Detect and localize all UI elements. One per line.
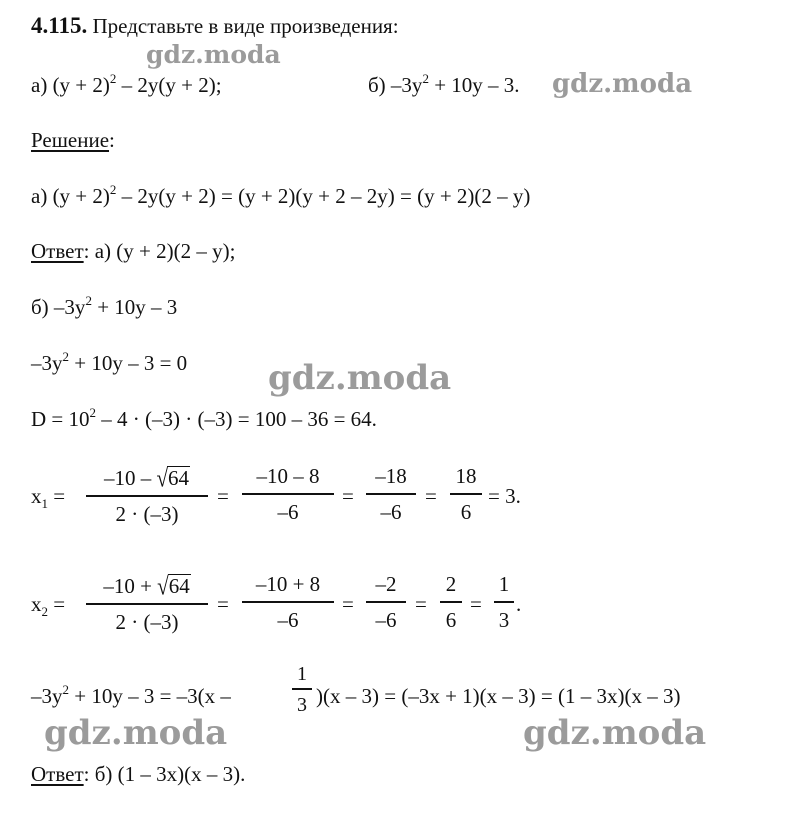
x2-fraction-3: –2 –6	[366, 574, 406, 631]
factorization-pre: $-3у^2 + 10у - 3 = -3(x$ –	[31, 682, 231, 708]
solution-b-equation: $-3у^2 + 10у - 3 = 0$	[31, 349, 188, 375]
x1-fraction-4: 18 6	[450, 466, 482, 523]
watermark: gdz.moda	[44, 713, 228, 753]
watermark: gdz.moda	[268, 358, 452, 398]
x2-period: .	[516, 592, 522, 616]
factorization-post: )(x – 3) = (–3x + 1)(x – 3) = (1 – 3x)(x – 3)	[316, 684, 681, 708]
watermark: gdz.moda	[523, 713, 707, 753]
watermark: gdz.moda	[146, 40, 281, 69]
task-b: б) $-3у^2 + 10у - 3$.	[368, 71, 520, 97]
discriminant-line: $D = 10^2 - 4 \cdot (-3) \cdot (-3) = 100 - 36 = 64$.	[31, 405, 377, 431]
problem-task: Представьте в виде произведения:	[92, 14, 399, 38]
x1-fraction-2: –10 – 8 –6	[242, 466, 334, 523]
x2-fraction-1: –10 + √64 2 · (–3)	[86, 574, 208, 633]
x1-eq-2: =	[342, 484, 354, 508]
x2-label: $x_2$ =	[31, 592, 66, 619]
x1-eq-3: =	[425, 484, 437, 508]
answer-a: Ответ: а) (у + 2)(2 – у);	[31, 239, 236, 263]
task-a: а) $(у + 2)^2 - 2у(у + 2)$;	[31, 71, 222, 97]
x1-result: = 3.	[488, 484, 521, 508]
factorization-fraction: 1 3	[292, 664, 312, 715]
x2-fraction-2: –10 + 8 –6	[242, 574, 334, 631]
answer-b: Ответ: б) (1 – 3x)(x – 3).	[31, 762, 246, 786]
x2-fraction-4: 2 6	[440, 574, 462, 631]
x2-eq-1: =	[217, 592, 229, 616]
x1-eq-1: =	[217, 484, 229, 508]
x2-eq-2: =	[342, 592, 354, 616]
x1-label: $x_1$ =	[31, 484, 66, 511]
solution-heading: Решение:	[31, 128, 115, 152]
watermark: gdz.moda	[552, 69, 693, 99]
x1-fraction-1: –10 – √64 2 · (–3)	[86, 466, 208, 525]
x2-fraction-5: 1 3	[494, 574, 514, 631]
x2-eq-3: =	[415, 592, 427, 616]
solution-b-expr: б) $-3у^2 + 10у - 3$	[31, 293, 178, 319]
problem-header	[31, 14, 399, 37]
x2-eq-4: =	[470, 592, 482, 616]
x1-fraction-3: –18 –6	[366, 466, 416, 523]
problem-number: 4.115.	[31, 13, 88, 38]
solution-line-a: а) $(у + 2)^2 - 2у(у + 2) = (у + 2)(у + 2 - 2у) = (у + 2)(2 - у)$	[31, 182, 531, 208]
